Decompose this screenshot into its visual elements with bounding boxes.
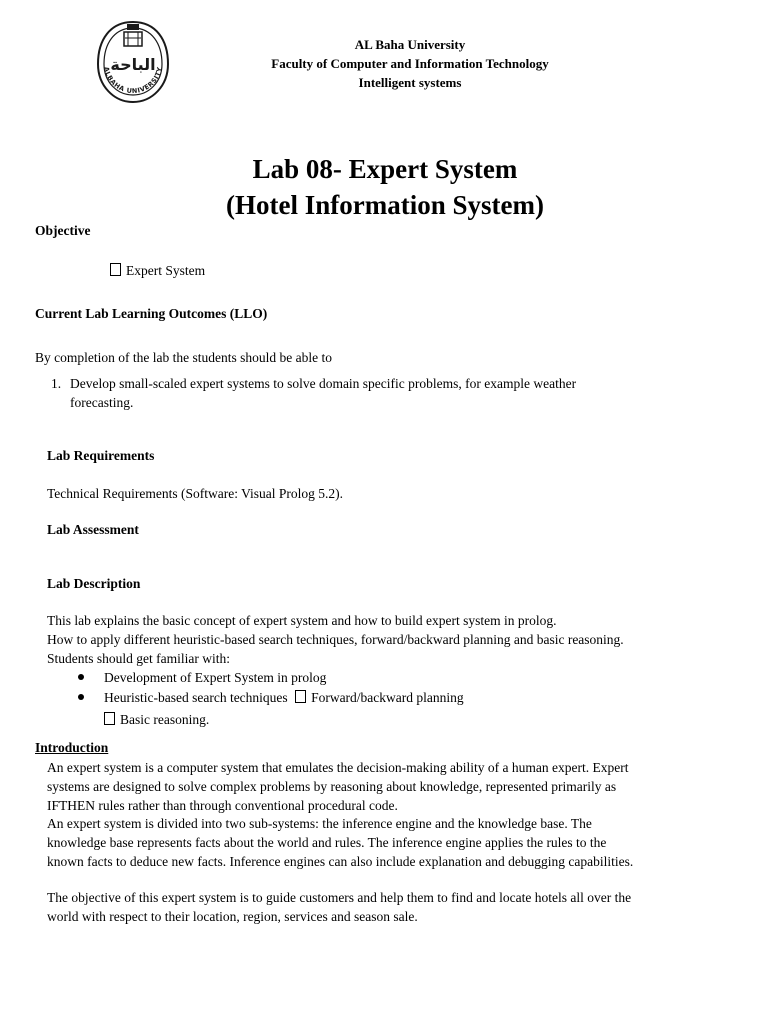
- bullet2a-text: Heuristic-based search techniques: [104, 690, 288, 705]
- objective-item-text: Expert System: [126, 263, 206, 278]
- logo-ring-text: ALBAHA UNIVERSITY: [102, 66, 164, 96]
- llo-item-number: 1.: [51, 376, 62, 391]
- llo-intro: By completion of the lab the students should be able to: [35, 350, 332, 365]
- course-name: Intelligent systems: [358, 75, 462, 90]
- description-bullet1: [78, 668, 326, 687]
- page-title: Lab 08- Expert System: [252, 154, 518, 184]
- intro-p1-line3: IFTHEN rules rather than through conventional procedural code.: [47, 798, 398, 813]
- logo-arabic-text: الباحة: [110, 55, 156, 74]
- requirements-heading: Lab Requirements: [47, 448, 155, 463]
- intro-p2-line2: knowledge base represents facts about the world and rules. The inference engine applies the rules to the: [47, 835, 607, 850]
- bullet-icon: [78, 694, 84, 700]
- intro-p3-line2: world with respect to their location, region, services and season sale.: [47, 909, 418, 924]
- intro-p2-line1: An expert system is divided into two sub-systems: the inference engine and the knowledge base. The: [47, 816, 592, 831]
- missing-glyph-icon: [110, 263, 121, 276]
- university-name: AL Baha University: [354, 37, 466, 52]
- objective-heading: Objective: [35, 223, 91, 238]
- intro-p3-line1: The objective of this expert system is to guide customers and help them to find and locate hotels all over the: [47, 890, 632, 905]
- assessment-heading: Lab Assessment: [47, 522, 139, 537]
- llo-item-line1: Develop small-scaled expert systems to solve domain specific problems, for example weather: [70, 376, 577, 391]
- llo-item-line2: forecasting.: [70, 395, 134, 410]
- description-bullet2: [78, 688, 464, 707]
- description-bullet3: [104, 710, 209, 729]
- missing-glyph-icon: [295, 690, 306, 703]
- description-heading: Lab Description: [47, 576, 141, 591]
- bullet3-text: Basic reasoning.: [120, 712, 210, 727]
- requirements-text: Technical Requirements (Software: Visual Prolog 5.2).: [47, 486, 344, 501]
- intro-p1-line1: An expert system is a computer system that emulates the decision-making ability of a human expert. Expert: [47, 760, 629, 775]
- intro-p1-line2: systems are designed to solve complex problems by reasoning about knowledge, represented primarily as: [47, 779, 617, 794]
- bullet-icon: [78, 674, 84, 680]
- introduction-heading: Introduction: [35, 740, 109, 755]
- bullet2b-text: Forward/backward planning: [311, 690, 464, 705]
- bullet1-text: Development of Expert System in prolog: [104, 670, 327, 685]
- llo-heading: Current Lab Learning Outcomes (LLO): [35, 306, 268, 321]
- description-line2: How to apply different heuristic-based search techniques, forward/backward planning and basic reasoning.: [47, 632, 624, 647]
- intro-p2-line3: known facts to deduce new facts. Inference engines can also include explanation and debugging capabilities.: [47, 854, 634, 869]
- objective-item: [110, 261, 205, 280]
- faculty-name: Faculty of Computer and Information Technology: [271, 56, 549, 71]
- description-line1: This lab explains the basic concept of expert system and how to build expert system in prolog.: [47, 613, 557, 628]
- description-line3: Students should get familiar with:: [47, 651, 230, 666]
- page-subtitle: (Hotel Information System): [226, 190, 544, 220]
- missing-glyph-icon: [104, 712, 115, 725]
